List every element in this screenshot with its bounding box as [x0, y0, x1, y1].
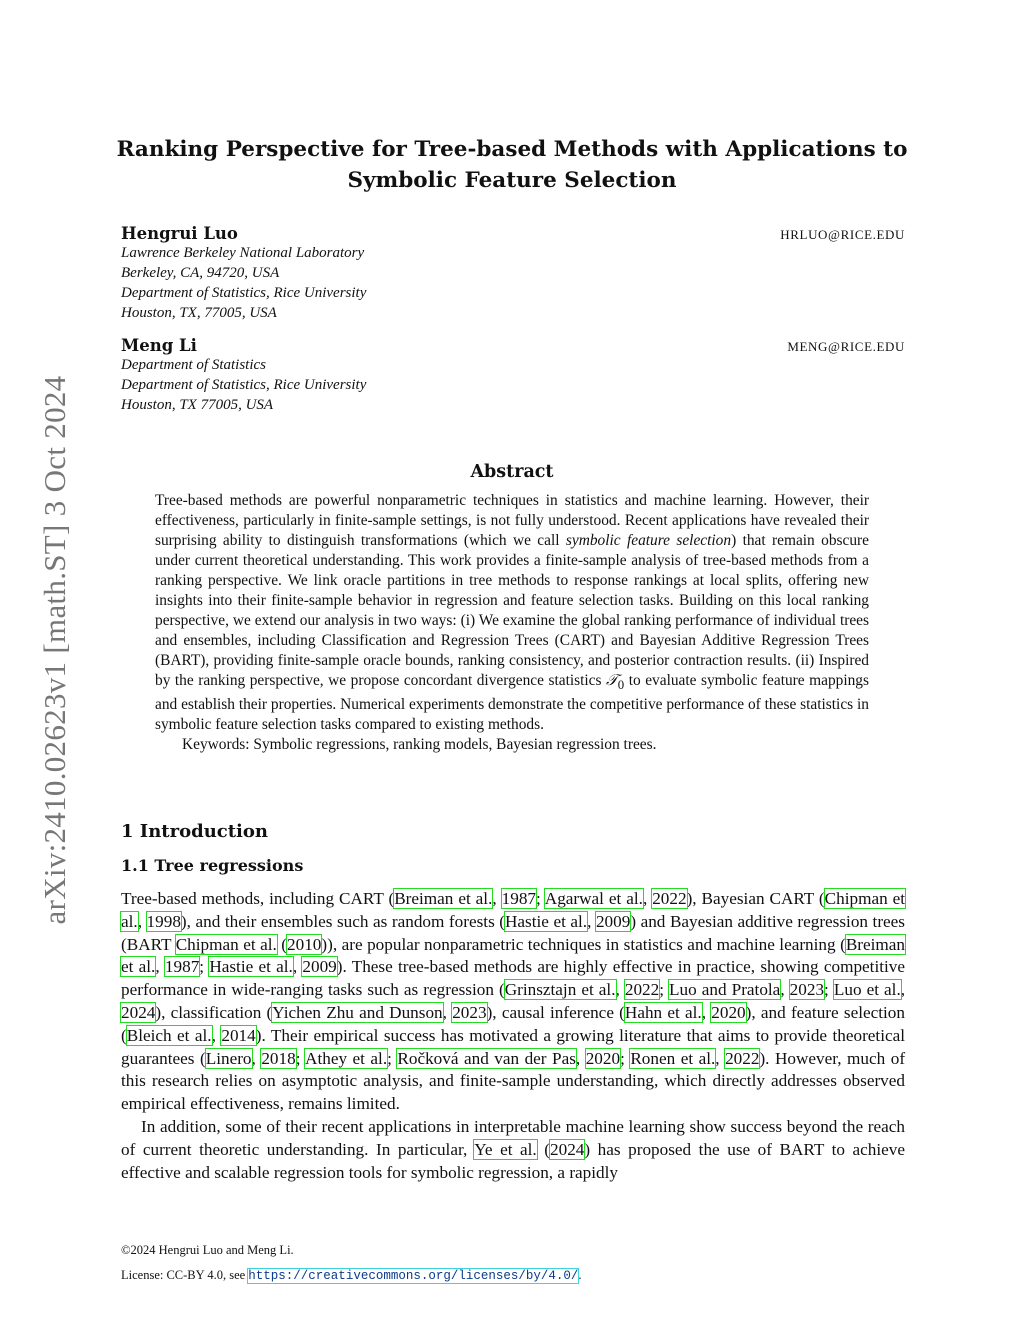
citation-link[interactable]: 1987 [164, 957, 200, 977]
citation-link[interactable]: 2014 [221, 1025, 256, 1045]
citation-link[interactable]: Hastie et al. [505, 911, 588, 931]
author-name: Meng Li [121, 336, 197, 355]
citation-link[interactable]: Hastie et al. [209, 957, 293, 977]
citation-link[interactable]: Yichen Zhu and Dunson [272, 1002, 443, 1022]
author-block-2 [121, 336, 905, 415]
author-affiliation: Department of Statistics, Rice University [121, 377, 367, 393]
citation-link[interactable]: Breiman et al. [121, 934, 906, 977]
abstract-heading: Abstract [470, 462, 554, 482]
citation-link[interactable]: 2024 [121, 1002, 156, 1022]
author-affiliation: Berkeley, CA, 94720, USA [121, 265, 280, 281]
citation-link[interactable]: Ronen et al. [630, 1048, 716, 1068]
citation-link[interactable]: Agarwal et al. [544, 889, 643, 908]
author-affiliation: Department of Statistics, Rice University [121, 285, 367, 301]
author-email: HRLUO@RICE.EDU [780, 227, 905, 242]
citation-link[interactable]: 2009 [302, 957, 337, 977]
citation-link[interactable]: Chipman et al. [175, 934, 277, 954]
citation-link[interactable]: Bleich et al. [126, 1025, 212, 1045]
citation-link[interactable]: Ye et al. [474, 1139, 537, 1159]
arxiv-identifier: arXiv:2410.02623v1 [math.ST] 3 Oct 2024 [37, 375, 72, 925]
license-notice: License: CC-BY 4.0, see https://creativecommons.org/licenses/by/4.0/. [121, 1268, 582, 1283]
citation-link[interactable]: 2020 [711, 1002, 746, 1022]
citation-link[interactable]: 2020 [585, 1048, 621, 1068]
abstract-paragraph: Tree-based methods are powerful nonparametric techniques in statistics and machine learning. However, their effectiveness, particularly in finite-sample settings, is not fully understood. Recent applications have revealed their surprising ability to distinguish transformations (which we call symbolic feature selection) that remain obscure under current theoretical understanding. This work provides a finite-sample analysis of tree-based methods from a ranking perspective. We link oracle partitions in tree methods to response rankings at local splits, offering new insights into their finite-sample behavior in regression and feature selection tasks. Building on this local ranking perspective, we extend our analysis in two ways: (i) We examine the global ranking performance of individual trees and ensembles, including Classification and Regression Trees (CART) and Bayesian Additive Regression Trees (BART), providing finite-sample oracle bounds, ranking consistency, and posterior contraction results. (ii) Inspired by the ranking perspective, we propose concordant divergence statistics 𝒯$_0$ to evaluate symbolic feature mappings and establish their properties. Numerical experiments demonstrate the competitive performance of these statistics in symbolic feature selection tasks compared to existing methods. [155, 492, 869, 734]
citation-link[interactable]: Luo and Pratola [669, 980, 781, 1000]
citation-link[interactable]: 1987 [501, 889, 536, 908]
copyright-notice: ©2024 Hengrui Luo and Meng Li. [121, 1243, 294, 1257]
citation-link[interactable]: 2023 [452, 1002, 487, 1022]
author-block-1 [121, 224, 905, 323]
citation-link[interactable]: 2009 [595, 911, 631, 931]
citation-link[interactable]: Linero [205, 1048, 252, 1068]
paper-title: Ranking Perspective for Tree-based Methods with Applications to Symbolic Feature Selection [116, 137, 908, 193]
citation-link[interactable]: 2022 [725, 1048, 760, 1068]
author-email: MENG@RICE.EDU [787, 339, 905, 354]
introduction-text [121, 888, 905, 1184]
statistic-symbol: 𝒯 [606, 672, 618, 689]
citation-link[interactable]: 2018 [261, 1048, 296, 1068]
license-url-link[interactable]: https://creativecommons.org/licenses/by/4.0/ [248, 1269, 579, 1283]
citation-link[interactable]: Hahn et al. [624, 1002, 702, 1022]
citation-link[interactable]: 2010 [287, 934, 322, 954]
author-affiliation: Houston, TX 77005, USA [121, 397, 274, 413]
author-name: Hengrui Luo [121, 224, 238, 243]
abstract-emphasis: symbolic feature selection [565, 532, 732, 549]
subsection-heading-tree-regressions: 1.1 Tree regressions [121, 856, 304, 875]
citation-link[interactable]: 2023 [789, 980, 825, 1000]
citation-link[interactable]: Grinsztajn et al. [504, 980, 616, 1000]
citation-link[interactable]: 2024 [550, 1139, 585, 1159]
citation-link[interactable]: Athey et al. [305, 1048, 388, 1068]
citation-link[interactable]: 2022 [624, 980, 660, 1000]
section-heading-introduction: 1 Introduction [121, 821, 268, 842]
citation-link[interactable]: 1998 [146, 911, 181, 931]
citation-link[interactable]: Luo et al. [833, 980, 901, 1000]
abstract-body [155, 491, 869, 755]
body-paragraph: Tree-based methods, including CART (Breiman et al., 1987; Agarwal et al., 2022), Bayesian CART (Chipman et al., 1998), and their ensembles such as random forests (Hastie et al., 2009) and Bayesian additive regression trees (BART Chipman et al. (2010)), are popular nonparametric techniques in statistics and machine learning (Breiman et al., 1987; Hastie et al., 2009). These tree-based methods are highly effective in practice, showing competitive performance in wide-ranging tasks such as regression (Grinsztajn et al., 2022; Luo and Pratola, 2023; Luo et al., 2024), classification (Yichen Zhu and Dunson, 2023), causal inference (Hahn et al., 2020), and feature selection (Bleich et al., 2014). Their empirical success has motivated a growing literature that aims to provide theoretical guarantees (Linero, 2018; Athey et al.; Ročková and van der Pas, 2020; Ronen et al., 2022). However, much of this research relies on asymptotic analysis, and finite-sample understanding, which directly addresses observed empirical effectiveness, remains limited. [121, 889, 906, 1114]
citation-link[interactable]: 2022 [652, 889, 687, 908]
author-affiliation: Lawrence Berkeley National Laboratory [121, 245, 365, 261]
citation-link[interactable]: Chipman et al. [121, 889, 906, 931]
citation-link[interactable]: Ročková and van der Pas [397, 1048, 576, 1068]
citation-link[interactable]: Breiman et al. [394, 889, 493, 908]
author-affiliation: Department of Statistics [121, 357, 266, 373]
keywords-line: Keywords: Symbolic regressions, ranking models, Bayesian regression trees. [182, 736, 657, 754]
author-affiliation: Houston, TX, 77005, USA [121, 305, 277, 321]
body-paragraph: In addition, some of their recent applications in interpretable machine learning show success beyond the reach of current theoretic understanding. In particular, Ye et al. (2024) has proposed the use of BART to achieve effective and scalable regression tools for symbolic regression, a rapidly [121, 1116, 905, 1182]
